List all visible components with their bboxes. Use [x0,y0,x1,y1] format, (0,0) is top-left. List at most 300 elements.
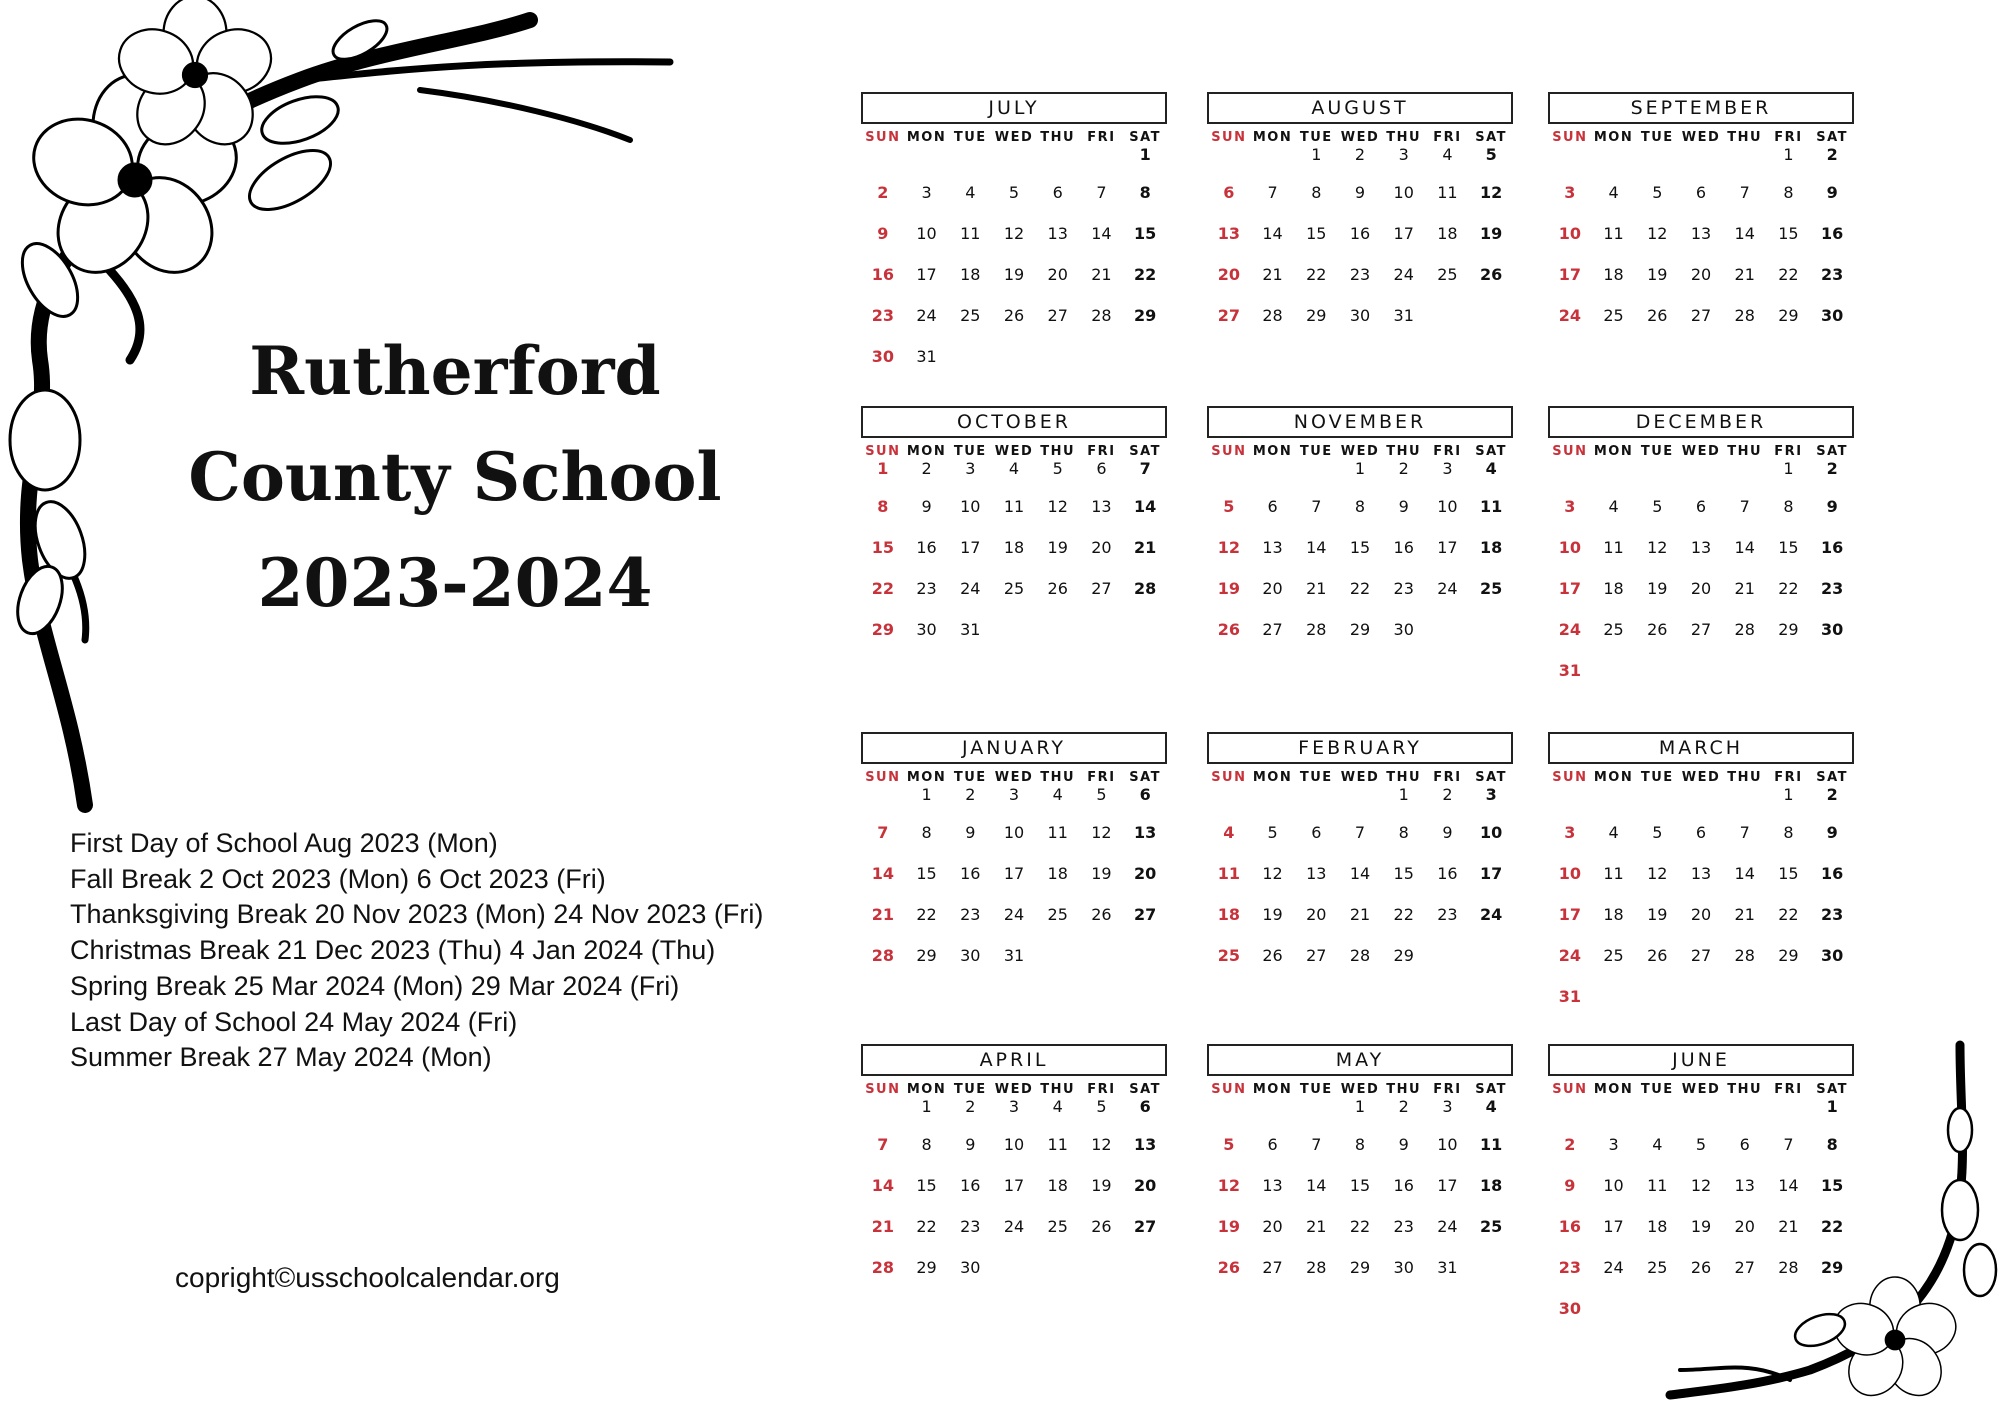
day-cell: 16 [960,864,981,883]
day-cell: 13 [1734,1176,1755,1195]
day-cell: 24 [1558,620,1581,639]
day-cell: 21 [1734,265,1755,284]
day-cell: 12 [1217,1176,1240,1195]
day-cell: 4 [1442,145,1453,164]
day-cell: 26 [1647,620,1668,639]
day-cell: 18 [1480,1176,1503,1195]
day-cell: 27 [1690,306,1712,325]
day-cell: 19 [1047,538,1068,557]
empty-day-cell [1592,785,1636,823]
week-row [861,579,1167,620]
empty-day-cell [1251,1097,1295,1135]
day-cell: 6 [1267,1135,1278,1154]
empty-day-cell [1207,785,1251,823]
month-june [1548,1044,1854,1340]
day-cell: 25 [1480,1217,1503,1236]
week-row [1207,265,1513,306]
empty-day-cell [1592,145,1636,183]
empty-day-cell [1679,145,1723,183]
day-cell: 12 [1690,1176,1712,1195]
day-cell: 24 [1003,905,1025,924]
empty-day-cell [1036,946,1080,987]
day-cell: 12 [1262,864,1283,883]
day-cell: 19 [1217,1217,1240,1236]
weekday-label: THU [1040,444,1076,459]
day-cell: 9 [1826,823,1838,842]
title-line-1: Rutherford [249,332,661,410]
empty-day-cell [1767,661,1811,702]
weekday-label: SAT [1129,444,1162,459]
week-row [1548,538,1854,579]
day-cell: 14 [1734,864,1755,883]
weekday-label: TUE [953,130,987,145]
empty-day-cell [1723,145,1767,183]
empty-day-cell [1635,1097,1679,1135]
day-cell: 11 [1003,497,1025,516]
day-cell: 5 [1652,823,1663,842]
day-cell: 18 [1647,1217,1668,1236]
event-item: Fall Break 2 Oct 2023 (Mon) 6 Oct 2023 (Fri) [70,863,606,894]
empty-day-cell [1679,661,1723,702]
day-cell: 3 [1442,459,1453,478]
day-cell: 1 [877,459,889,478]
empty-day-cell [1036,1258,1080,1299]
day-cell: 23 [1393,579,1414,598]
week-row [861,946,1167,987]
day-cell: 7 [1354,823,1366,842]
day-cell: 31 [960,620,981,639]
day-cell: 17 [1558,579,1581,598]
day-cell: 12 [1217,538,1240,557]
day-cell: 25 [1647,1258,1668,1277]
day-cell: 4 [1608,183,1619,202]
empty-day-cell [1426,306,1470,347]
day-cell: 25 [1603,946,1624,965]
weekday-header-row [1207,770,1513,785]
week-row [1548,1217,1854,1258]
day-cell: 15 [1306,224,1327,243]
day-cell: 16 [1349,224,1371,243]
day-cell: 29 [916,946,937,965]
day-cell: 8 [921,1135,932,1154]
day-cell: 22 [1306,265,1327,284]
empty-day-cell [1635,785,1679,823]
weekday-label: WED [994,130,1034,145]
weekday-label: FRI [1433,770,1462,785]
day-cell: 14 [1306,538,1327,557]
week-row [1548,1135,1854,1176]
day-cell: 20 [1262,579,1283,598]
day-cell: 30 [1393,1258,1414,1277]
week-row [861,1217,1167,1258]
day-cell: 24 [1437,579,1458,598]
weekday-label: WED [1340,130,1380,145]
weekday-label: WED [994,770,1034,785]
day-cell: 12 [1480,183,1503,202]
day-cell: 23 [1393,1217,1414,1236]
event-item: First Day of School Aug 2023 (Mon) [70,828,498,858]
empty-day-cell [1251,459,1295,497]
weekday-label: TUE [953,1082,987,1097]
day-cell: 1 [1139,145,1151,164]
empty-day-cell [1592,987,1636,1028]
weekday-label: TUE [1640,130,1674,145]
week-row [1548,224,1854,265]
week-row [1548,661,1854,702]
day-cell: 26 [1217,1258,1240,1277]
day-cell: 19 [1217,579,1240,598]
day-cell: 1 [1783,785,1794,804]
day-cell: 26 [1217,620,1240,639]
day-cell: 23 [1349,265,1371,284]
day-cell: 24 [1393,265,1414,284]
day-cell: 2 [1398,1097,1409,1116]
empty-day-cell [992,1258,1036,1299]
weekday-label: FRI [1433,130,1462,145]
day-cell: 27 [1217,306,1240,325]
day-cell: 2 [1826,785,1838,804]
week-row [1548,620,1854,661]
day-cell: 19 [1690,1217,1712,1236]
day-cell: 20 [1134,1176,1157,1195]
day-cell: 17 [1003,864,1025,883]
day-cell: 7 [877,1135,889,1154]
day-cell: 20 [1134,864,1157,883]
day-cell: 19 [1091,864,1112,883]
week-row [861,785,1167,823]
month-may [1207,1044,1513,1299]
day-cell: 16 [1393,1176,1414,1195]
day-cell: 18 [1603,265,1624,284]
day-cell: 28 [1306,1258,1327,1277]
day-cell: 19 [1262,905,1283,924]
day-cell: 21 [1734,905,1755,924]
day-cell: 18 [1047,864,1068,883]
day-cell: 20 [1047,265,1068,284]
empty-day-cell [905,145,949,183]
day-cell: 3 [1564,823,1576,842]
day-cell: 6 [1739,1135,1750,1154]
day-cell: 22 [1821,1217,1844,1236]
day-cell: 11 [1647,1176,1668,1195]
empty-day-cell [861,1097,905,1135]
day-cell: 16 [1558,1217,1581,1236]
week-row [1207,864,1513,905]
day-cell: 29 [1349,1258,1371,1277]
day-cell: 12 [1003,224,1025,243]
week-row [1207,145,1513,183]
month-header: APRIL [861,1044,1167,1076]
weekday-label: THU [1386,1082,1422,1097]
week-row [861,1258,1167,1299]
weekday-label: FRI [1774,1082,1803,1097]
day-cell: 17 [1558,905,1581,924]
weekday-header-row [1548,770,1854,785]
day-cell: 25 [960,306,981,325]
day-cell: 18 [1217,905,1240,924]
week-row [1207,579,1513,620]
day-cell: 6 [1139,1097,1151,1116]
day-cell: 19 [1647,905,1668,924]
weekday-label: TUE [1640,770,1674,785]
weekday-label: THU [1386,770,1422,785]
week-row [1207,538,1513,579]
day-cell: 27 [1690,620,1712,639]
weekday-label: TUE [1640,1082,1674,1097]
empty-day-cell [1207,145,1251,183]
day-cell: 26 [1647,946,1668,965]
day-cell: 30 [960,946,981,965]
weekday-label: MON [906,1082,947,1097]
day-cell: 2 [965,1097,976,1116]
day-cell: 6 [1223,183,1235,202]
day-cell: 1 [1783,459,1794,478]
empty-day-cell [1723,459,1767,497]
empty-day-cell [1679,785,1723,823]
empty-day-cell [1592,661,1636,702]
weekday-header-row [1207,1082,1513,1097]
week-row [1548,497,1854,538]
page-title [150,318,760,636]
weekday-label: WED [1681,770,1721,785]
day-cell: 18 [1047,1176,1068,1195]
day-cell: 17 [1437,1176,1458,1195]
month-september [1548,92,1854,347]
day-cell: 5 [1485,145,1497,164]
weekday-label: SAT [1816,770,1849,785]
weekday-label: THU [1386,130,1422,145]
week-row [861,905,1167,946]
day-cell: 29 [1778,620,1799,639]
empty-day-cell [1548,785,1592,823]
day-cell: 11 [1480,497,1503,516]
day-cell: 3 [1564,183,1576,202]
day-cell: 2 [921,459,932,478]
day-cell: 20 [1690,265,1712,284]
weekday-label: SUN [1211,130,1247,145]
day-cell: 10 [1558,864,1581,883]
weekday-label: FRI [1774,444,1803,459]
day-cell: 27 [1047,306,1068,325]
day-cell: 30 [960,1258,981,1277]
day-cell: 14 [1349,864,1371,883]
day-cell: 22 [1778,905,1799,924]
day-cell: 31 [916,347,937,366]
day-cell: 6 [1695,497,1707,516]
day-cell: 15 [1778,538,1799,557]
day-cell: 5 [1652,183,1663,202]
day-cell: 5 [1267,823,1278,842]
day-cell: 16 [1821,224,1844,243]
day-cell: 27 [1306,946,1327,965]
weekday-label: SUN [1211,444,1247,459]
weekday-label: WED [1681,1082,1721,1097]
day-cell: 15 [871,538,894,557]
day-cell: 13 [1262,1176,1283,1195]
day-cell: 10 [960,497,981,516]
weekday-header-row [1548,130,1854,145]
day-cell: 26 [1047,579,1068,598]
empty-day-cell [1426,620,1470,661]
day-cell: 20 [1262,1217,1283,1236]
weekday-label: SAT [1816,130,1849,145]
day-cell: 14 [1734,224,1755,243]
day-cell: 10 [916,224,937,243]
day-cell: 8 [1783,497,1794,516]
weekday-label: MON [1593,130,1634,145]
day-cell: 13 [1047,224,1068,243]
weekday-label: WED [1340,444,1380,459]
weekday-label: SAT [1129,770,1162,785]
day-cell: 3 [1564,497,1576,516]
empty-day-cell [1810,987,1854,1028]
month-header: NOVEMBER [1207,406,1513,438]
week-row [1207,620,1513,661]
day-cell: 1 [1398,785,1409,804]
empty-day-cell [1635,1299,1679,1340]
day-cell: 4 [1485,459,1497,478]
weekday-label: FRI [1774,130,1803,145]
day-cell: 23 [871,306,894,325]
empty-day-cell [861,785,905,823]
day-cell: 7 [1783,1135,1794,1154]
day-cell: 14 [1262,224,1283,243]
empty-day-cell [1635,987,1679,1028]
day-cell: 10 [1437,497,1458,516]
month-header: MAY [1207,1044,1513,1076]
weekday-label: THU [1727,130,1763,145]
day-cell: 14 [1091,224,1112,243]
week-row [1548,946,1854,987]
week-row [1548,987,1854,1028]
day-cell: 26 [1091,1217,1112,1236]
weekday-label: SUN [1552,130,1588,145]
weekday-label: SUN [865,1082,901,1097]
day-cell: 25 [1437,265,1458,284]
weekday-label: THU [1040,130,1076,145]
day-cell: 22 [916,1217,937,1236]
weekday-label: SAT [1129,1082,1162,1097]
empty-day-cell [1123,620,1167,661]
day-cell: 21 [1262,265,1283,284]
day-cell: 7 [1267,183,1278,202]
day-cell: 24 [1480,905,1503,924]
day-cell: 15 [1778,864,1799,883]
day-cell: 31 [1558,661,1581,680]
week-row [1548,145,1854,183]
day-cell: 24 [1003,1217,1025,1236]
day-cell: 6 [1311,823,1322,842]
day-cell: 3 [1398,145,1409,164]
week-row [1548,459,1854,497]
day-cell: 22 [871,579,894,598]
day-cell: 4 [1052,1097,1063,1116]
day-cell: 7 [1739,183,1750,202]
week-row [861,347,1167,388]
day-cell: 19 [1091,1176,1112,1195]
day-cell: 23 [960,905,981,924]
day-cell: 3 [1008,785,1020,804]
day-cell: 27 [1134,1217,1157,1236]
day-cell: 12 [1091,1135,1112,1154]
empty-day-cell [1080,1258,1124,1299]
day-cell: 23 [1558,1258,1581,1277]
day-cell: 3 [1485,785,1497,804]
day-cell: 22 [916,905,937,924]
week-row [1207,785,1513,823]
day-cell: 20 [1306,905,1327,924]
weekday-header-row [861,130,1167,145]
day-cell: 19 [1647,265,1668,284]
empty-day-cell [1723,1097,1767,1135]
day-cell: 3 [921,183,932,202]
month-header: FEBRUARY [1207,732,1513,764]
day-cell: 17 [1003,1176,1025,1195]
weekday-header-row [1207,444,1513,459]
month-header: DECEMBER [1548,406,1854,438]
day-cell: 15 [916,1176,937,1195]
weekday-label: SAT [1129,130,1162,145]
day-cell: 22 [1349,579,1371,598]
empty-day-cell [1469,946,1513,987]
weekday-label: FRI [1433,1082,1462,1097]
day-cell: 21 [1778,1217,1799,1236]
day-cell: 29 [1349,620,1371,639]
weekday-label: SUN [865,770,901,785]
empty-day-cell [1207,1097,1251,1135]
day-cell: 18 [1003,538,1025,557]
weekday-header-row [861,444,1167,459]
empty-day-cell [1251,145,1295,183]
empty-day-cell [1294,785,1338,823]
day-cell: 29 [1821,1258,1844,1277]
day-cell: 10 [1558,538,1581,557]
month-july [861,92,1167,388]
empty-day-cell [1080,347,1124,388]
empty-day-cell [1767,1097,1811,1135]
week-row [1548,905,1854,946]
day-cell: 3 [1608,1135,1619,1154]
weekday-label: MON [1252,130,1293,145]
empty-day-cell [1294,1097,1338,1135]
weekday-label: MON [906,444,947,459]
day-cell: 21 [871,1217,894,1236]
day-cell: 25 [1003,579,1025,598]
day-cell: 29 [1393,946,1414,965]
week-row [1207,1217,1513,1258]
day-cell: 10 [1393,183,1414,202]
weekday-label: WED [994,444,1034,459]
weekday-label: WED [1681,444,1721,459]
day-cell: 11 [1437,183,1458,202]
day-cell: 28 [1134,579,1157,598]
week-row [1548,1299,1854,1340]
day-cell: 6 [1139,785,1151,804]
empty-day-cell [1679,1097,1723,1135]
day-cell: 3 [1442,1097,1453,1116]
day-cell: 11 [1480,1135,1503,1154]
day-cell: 5 [1096,1097,1107,1116]
day-cell: 16 [1393,538,1414,557]
day-cell: 30 [1821,620,1844,639]
empty-day-cell [1338,785,1382,823]
day-cell: 21 [1734,579,1755,598]
day-cell: 16 [871,265,894,284]
day-cell: 5 [1695,1135,1707,1154]
day-cell: 21 [1306,1217,1327,1236]
day-cell: 17 [916,265,937,284]
empty-day-cell [1548,459,1592,497]
